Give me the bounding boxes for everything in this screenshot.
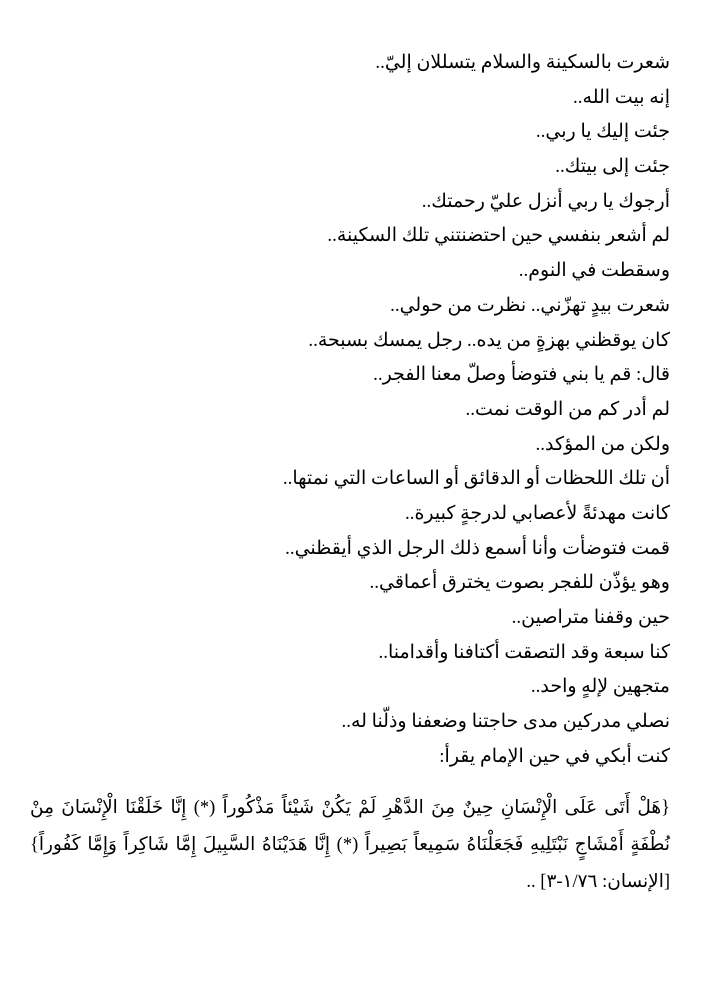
text-line: جئت إليك يا ربي.. [535,121,670,143]
text-line: كنا سبعة وقد التصقت أكتافنا وأقدامنا.. [378,641,670,663]
text-line: ولكن من المؤكد.. [535,433,670,455]
text-line: إنه بيت الله.. [573,86,670,108]
text-line: أرجوك يا ربي أنزل عليّ رحمتك.. [421,190,670,212]
quran-verse: {هَلْ أَتَى عَلَى الْإِنْسَانِ حِينٌ مِنَ الدَّهْرِ لَمْ يَكُنْ شَيْئاً مَذْكُوراً (*) إِنَّا خَلَقْنَا الْإِنْسَانَ مِنْ نُطْفَةٍ أَمْشَاجٍ نَبْتَلِيهِ فَجَعَلْنَاهُ سَمِيعاً بَصِيراً (*) إِنَّا هَدَيْنَاهُ السَّبِيلَ إِمَّا شَاكِراً وَإِمَّا كَفُوراً} [الإنسان: ١/٧٦-٣] .. [30,798,670,892]
text-line: لم أدر كم من الوقت نمت.. [465,398,670,420]
text-line: متجهين لإلهٍ واحد.. [530,676,670,698]
text-line: كنت أبكي في حين الإمام يقرأ: [439,745,670,767]
text-line: أن تلك اللحظات أو الدقائق أو الساعات التي نمتها.. [282,468,670,490]
text-line: شعرت بالسكينة والسلام يتسللان إليّ.. [375,52,670,73]
text-line: كان يوقظني بهزةٍ من يده.. رجل يمسك بسبحة.. [308,329,670,351]
text-line: شعرت بيدٍ تهزّني.. نظرت من حولي.. [390,294,670,316]
text-line: قمت فتوضأت وأنا أسمع ذلك الرجل الذي أيقظني.. [285,537,670,559]
text-line: جئت إلى بيتك.. [555,156,670,178]
paragraph-lines [30,46,670,774]
text-line: نصلي مدركين مدى حاجتنا وضعفنا وذلّنا له.. [341,711,670,733]
text-line: لم أشعر بنفسي حين احتضنتني تلك السكينة.. [327,225,670,247]
text-line: وهو يؤذّن للفجر بصوت يخترق أعماقي.. [369,572,670,594]
text-line: وسقطت في النوم.. [518,260,670,282]
text-line: قال: قم يا بني فتوضأ وصلّ معنا الفجر.. [373,364,670,386]
text-line: حين وقفنا متراصين.. [511,607,670,628]
text-line: كانت مهدئةً لأعصابي لدرجةٍ كبيرة.. [404,502,670,524]
